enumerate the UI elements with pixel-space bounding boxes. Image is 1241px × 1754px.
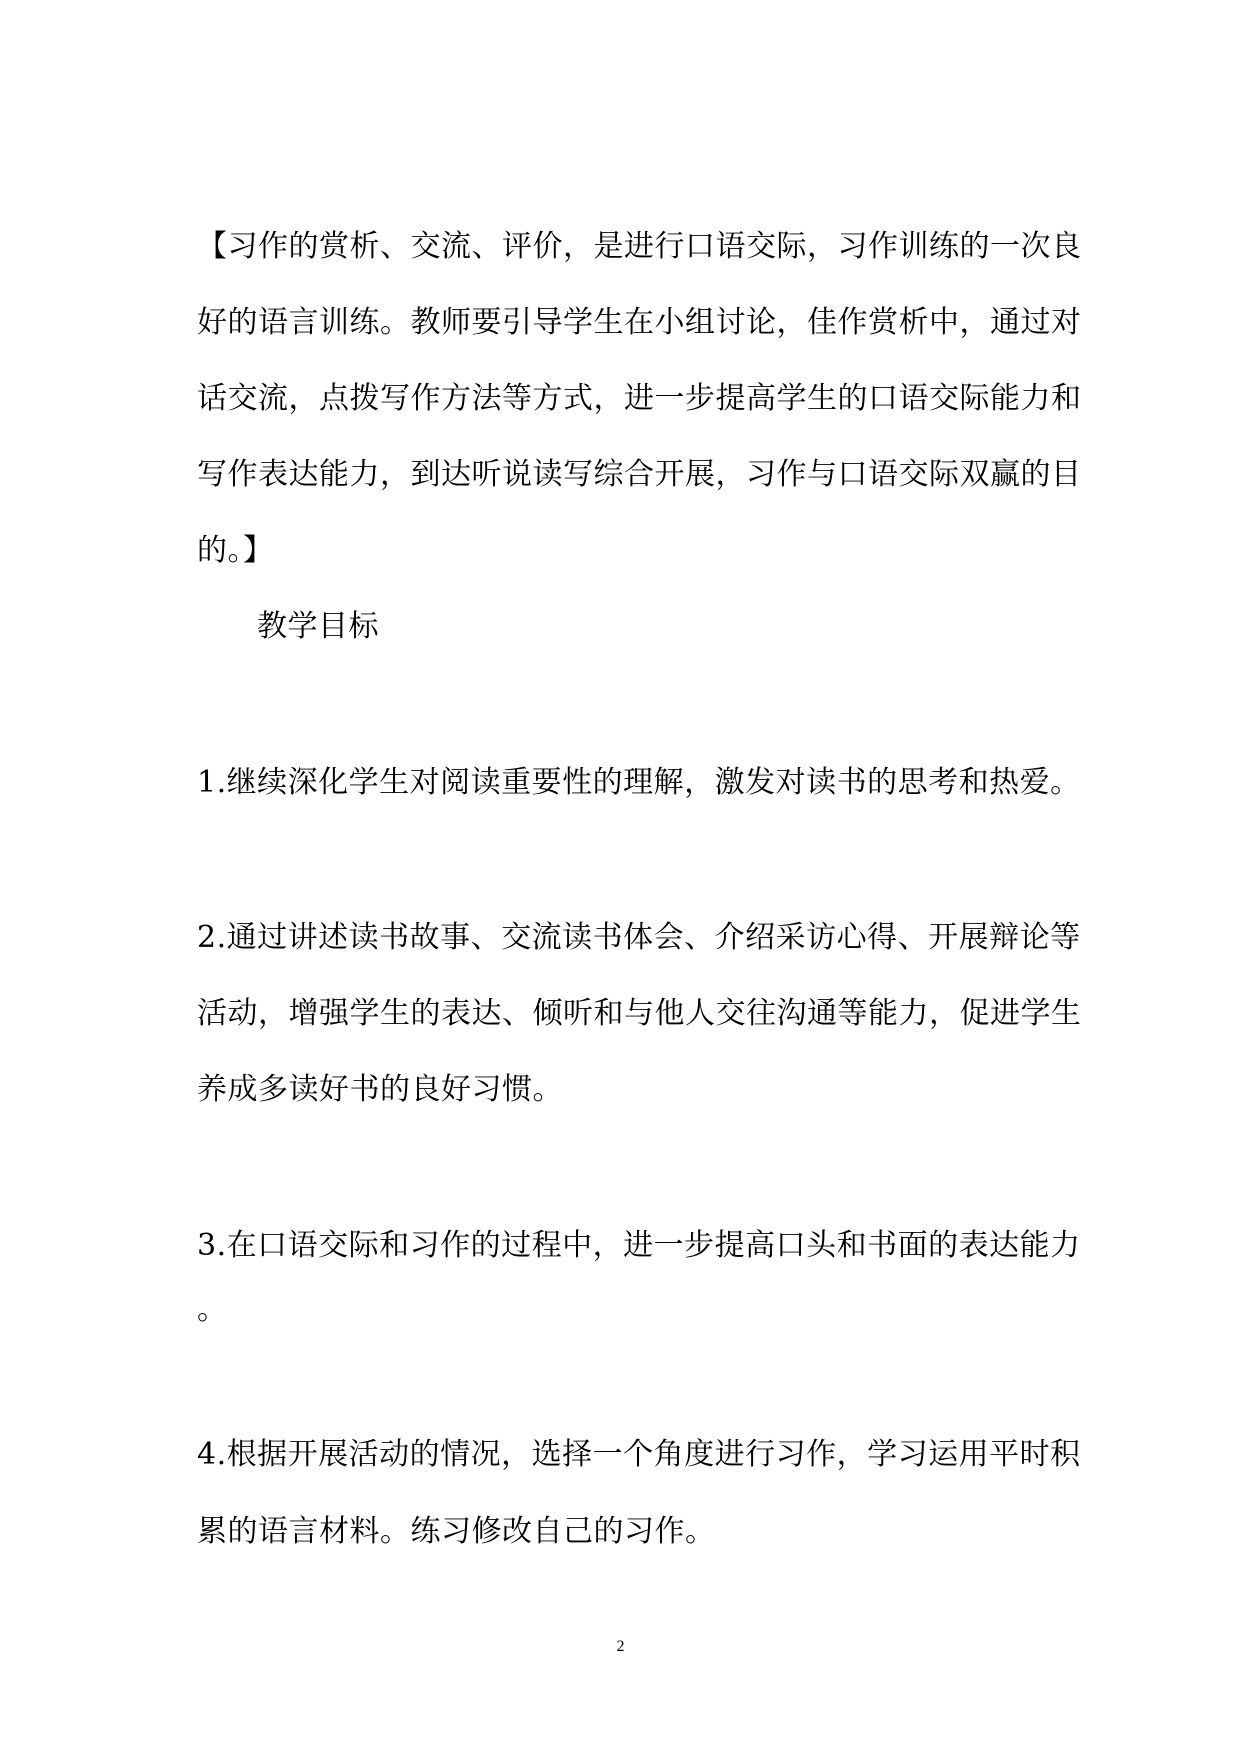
objective-3-line-2: 。 bbox=[197, 1292, 228, 1327]
objective-1-line-1: 1.继续深化学生对阅读重要性的理解，激发对读书的思考和热爱。 bbox=[197, 765, 1081, 800]
note-line-3: 话交流，点拨写作方法等方式，进一步提高学生的口语交际能力和 bbox=[197, 381, 1082, 416]
section-heading: 教学目标 bbox=[257, 609, 379, 644]
note-line-1: 【习作的赏析、交流、评价，是进行口语交际，习作训练的一次良 bbox=[197, 229, 1082, 264]
note-line-2: 好的语言训练。教师要引导学生在小组讨论，佳作赏析中，通过对 bbox=[197, 305, 1082, 340]
objective-3-line-1: 3.在口语交际和习作的过程中，进一步提高口头和书面的表达能力 bbox=[197, 1228, 1081, 1263]
objective-2-line-3: 养成多读好书的良好习惯。 bbox=[197, 1072, 563, 1107]
objective-2-line-1: 2.通过讲述读书故事、交流读书体会、介绍采访心得、开展辩论等 bbox=[197, 920, 1081, 955]
note-line-4: 写作表达能力，到达听说读写综合开展，习作与口语交际双赢的目 bbox=[197, 457, 1082, 492]
objective-2-line-2: 活动，增强学生的表达、倾听和与他人交往沟通等能力，促进学生 bbox=[197, 996, 1082, 1031]
objective-4-line-2: 累的语言材料。练习修改自己的习作。 bbox=[197, 1514, 716, 1549]
objective-4-line-1: 4.根据开展活动的情况，选择一个角度进行习作，学习运用平时积 bbox=[197, 1437, 1081, 1472]
note-line-5: 的。】 bbox=[197, 533, 274, 568]
page-number: 2 bbox=[616, 1638, 625, 1655]
